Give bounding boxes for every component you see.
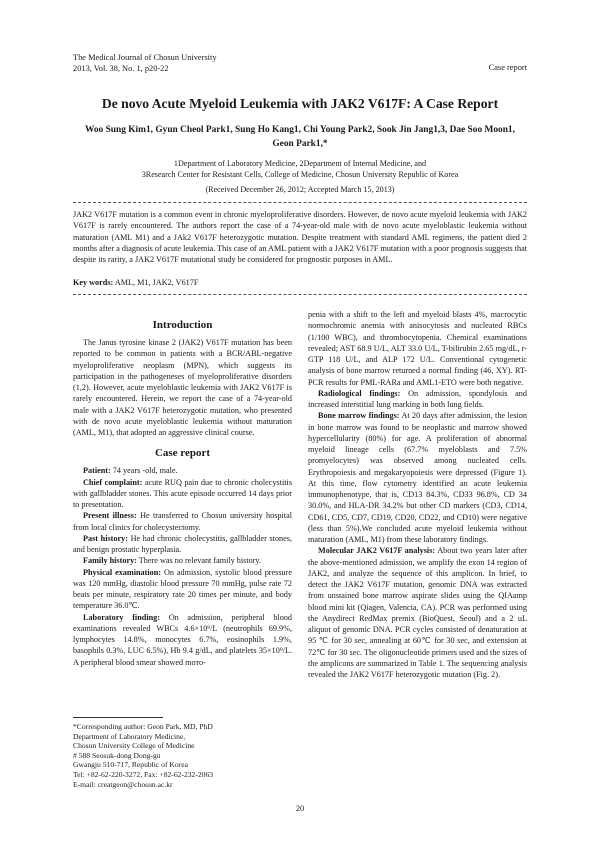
field-text: On admission, systolic blood pressure was 120 mmHg, diastolic blood pressure 70 mmHg, pulse rate 72 beats per minute, respiratory rate 20 times per minute, and body temperature 36.0℃.	[73, 567, 292, 611]
journal-name: The Medical Journal of Chosun University	[73, 53, 217, 62]
field-text: There was no relevant family history.	[136, 556, 262, 566]
keywords-value: AML, M1, JAK2, V617F	[114, 278, 199, 287]
keywords	[73, 278, 527, 287]
field-text: 74 years -old, male.	[110, 466, 178, 476]
affiliation-line: 1Department of Laboratory Medicine, 2Department of Internal Medicine, and	[173, 159, 427, 168]
field-label: Past history:	[83, 533, 128, 543]
field-text: About two years later after the above-mentioned admission, we amplify the exon 14 region of JAK2, and analyze the sequence of this amplicon. In brief, to detect the JAK2 V617F mutation, genomic DNA was extracted from unstained bone marrow aspirate slides using the QIAamp blood mini kit (Qiagen, Valencia, CA). PCR was performed using the Anydirect RedMax premix (BioQuest, Seoul) and a 2 uL aliquot of genomic DNA. PCR cycles consisted of denaturation at 95 ℃ for 30 sec, annealing at 60℃ for 30 sec, and extension at 72℃ for 30 sec. The oligonucleotide primers used and the sizes of the amplicons are summarized in Table 1. The sequencing analysis revealed the JAK2 V617F heterozygotic mutation (Fig. 2).	[308, 546, 527, 679]
footnote-line: Department of Laboratory Medicine,	[73, 731, 186, 741]
left-column	[73, 314, 292, 668]
field-label: Physical examination:	[83, 567, 162, 577]
divider	[73, 294, 527, 295]
paragraph	[73, 612, 292, 668]
field-label: Family history:	[83, 556, 137, 566]
affiliation-line: 3Research Center for Resistant Cells, College of Medicine, Chosun University Republic of Korea	[141, 170, 459, 179]
footnote-line: Chosun University College of Medicine	[73, 741, 195, 751]
paragraph	[73, 567, 292, 612]
corresponding-author-footnote	[73, 722, 293, 789]
field-text: On admission, peripheral blood examinations revealed WBCs 4.6×10⁹/L (neutrophils 69.9%, lymphocytes 14.8%, monocytes 6.7%, eosinophils 1.9%, basophils 0.3%, LUC 6.5%), Hb 9.4 g/dL, and platelets 35×10⁹/L. A peripheral blood smear showed moто-	[73, 612, 292, 667]
field-text: He had chronic cholecystitis, gallbladder stones, and benign prostatic hyperplasia.	[73, 533, 292, 554]
paragraph: penia with a shift to the left and myeloid blasts 4%, macrocytic normochromic anemia with anisocytosis and nucleated RBCs (1/100 WBC), and thrombocytopenia. Chemical examinations revealed; AST 68.9 U/L, ALT 33.0 U/L, T-bilirubin 2.65 mg/dL, r-GTP 118 U/L, and ALP 172 U/L. Conventional cytogenetic analysis of bone marrow returned a normal finding (46, XY). RT-PCR results for PML-RARa and AML1-ETO were both negative.	[308, 310, 527, 387]
paragraph	[73, 510, 292, 533]
paragraph	[308, 410, 527, 545]
abstract: JAK2 V617F mutation is a common event in chronic myeloproliferative disorders. However, de novo acute myeloid leukemia with JAK2 V617F is rarely encountered. The authors report the case of a 74-year-old male with de novo acute myeloblastic leukemia without maturation (AML M1) and a JAk2 V617F heterozygotic mutation. Despite treatment with standard AML regimens, the patient died 2 months after a diagnosis of acute leukemia. This case of an AML patient with a JAK2 V617F mutation with a poor prognosis suggests that despite its rarity, a JAK2 V617F mutational study be considered for prognostic purposes in AML.	[73, 210, 527, 265]
page-number: 20	[295, 804, 305, 813]
field-text: On admission, spondylosis and increased interstitial lung marking in both lung fields.	[308, 388, 527, 409]
footnote-line: E-mail: creatgeon@chosun.ac.kr	[73, 779, 173, 789]
field-text: acute RUQ pain due to chronic cholecystitis with gallbladder stones. This acute episode occurred 14 days prior to presentation.	[73, 477, 293, 509]
field-label: Laboratory finding:	[83, 612, 160, 622]
paragraph	[73, 555, 292, 566]
field-text: At 20 days after admission, the lesion in bone marrow was found to be neoplastic and marrow showed hypercellularity (80%) for age. A proliferation of abnormal myeloid lineage cells (67.7% myeloblasts and 7.5% promyelocytes) was observed among nucleated cells. Erythropoiesis and megakaryopoiesis were depressed (Figure 1). At this time, flow cytometry identified an acute leukemia immunophenotype, that is, CD13 84.3%, CD33 96.8%, CD 34 30.0%, and HLA-DR 34.2% but other CD markers (CD3, CD14, CD61, CD5, CD7, CD19, CD20, CD22, and CD10) were negative (less than 5%).We concluded acute myeloid leukemia without maturation (AML, M1) from these laboratory findings.	[308, 411, 527, 544]
field-label: Bone marrow findings:	[318, 411, 400, 421]
author-list: Woo Sung Kim1, Gyun Cheol Park1, Sung Ho Kang1, Chi Young Park2, Sook Jin Jang1,3, Dae Soo Moon1, Geon Park1,*	[85, 125, 515, 149]
paragraph	[308, 545, 527, 680]
field-label: Radiological findings:	[318, 388, 401, 398]
section-heading: Case report	[154, 447, 211, 460]
keywords-label: Key words:	[73, 278, 114, 287]
footnote-line: # 588 Seosuk-dong Dong-gu	[73, 750, 161, 760]
field-text: He transferred to Chosun university hospital from local clinics for cholecystectomy.	[73, 511, 292, 532]
right-column	[308, 309, 527, 680]
footnote-rule	[73, 717, 163, 718]
footnote-line: *Corresponding author: Geon Park, MD, PhD	[73, 722, 213, 731]
article-title: De novo Acute Myeloid Leukemia with JAK2 V617F: A Case Report	[101, 96, 499, 111]
footnote-line: Gwangju 510-717, Republic of Korea	[73, 760, 188, 770]
affiliations	[60, 158, 540, 180]
field-label: Molecular JAK2 V617F analysis:	[318, 546, 436, 556]
field-label: Patient:	[83, 466, 111, 476]
footnote-line: Tel: +82-62-220-3272, Fax: +82-62-232-2063	[73, 769, 214, 779]
divider	[73, 202, 527, 203]
section-heading: Introduction	[152, 319, 213, 331]
paragraph	[308, 388, 527, 411]
paragraph	[73, 465, 292, 476]
journal-volume: 2013, Vol. 38, No. 1, p20-22	[73, 64, 169, 73]
paragraph	[73, 477, 292, 511]
journal-info	[73, 52, 217, 74]
paragraph	[73, 533, 292, 556]
received-dates: (Received December 26, 2012; Accepted March 15, 2013)	[205, 185, 395, 194]
paragraph: The Janus tyrosine kinase 2 (JAK2) V617F mutation has been reported to be common in patients with a BCR/ABL-negative myeloproliferative neoplasm (MPN), which suggests its participation in the pathogeneses of myeloproliferative disorders (1,2). However, acute myeloblastic leukemia with JAK2 V617F is rarely encountered. Herein, we report the case of a 74-year-old male with a JAK2 V617F heterozygotic mutation, who presented with de novo acute myeloblastic leukemia without maturation (AML, M1), that adopted an aggressive clinical course.	[73, 338, 292, 437]
field-label: Chief complaint:	[83, 477, 143, 487]
article-type: Case report	[488, 63, 527, 72]
field-label: Present illness:	[83, 511, 137, 521]
